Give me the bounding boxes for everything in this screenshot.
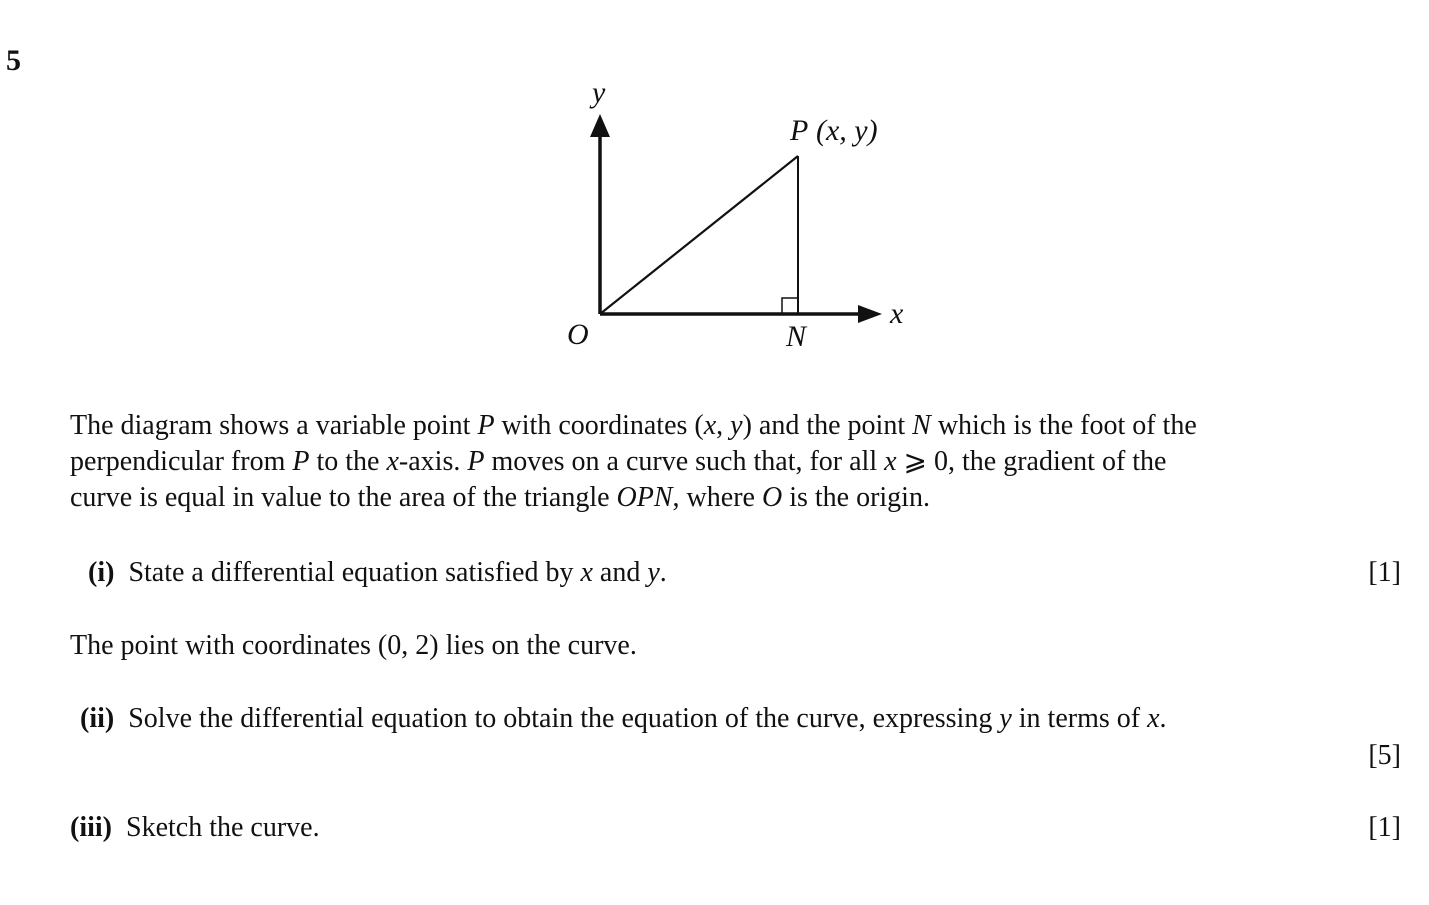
given-statement: The point with coordinates (0, 2) lies on the curve.: [70, 630, 637, 661]
part-i-text: and: [592, 557, 648, 588]
y-axis-label: y: [592, 76, 606, 109]
intro-text: which is the foot of the: [930, 410, 1197, 441]
line-OP: [600, 156, 798, 314]
part-ii-var: y: [999, 703, 1012, 734]
part-ii-var: x: [1147, 703, 1160, 734]
intro-var: N: [912, 410, 931, 441]
part-i-label: (i): [88, 557, 115, 588]
question-number: 5: [6, 44, 21, 77]
intro-var: P: [292, 446, 310, 477]
part-ii: [80, 701, 1167, 737]
part-ii-text: .: [1159, 703, 1167, 734]
x-axis-label: x: [890, 297, 904, 330]
intro-text: The diagram shows a variable point: [70, 410, 478, 441]
intro-text: moves on a curve such that, for all: [484, 446, 885, 477]
part-iii-text: Sketch the curve.: [126, 812, 320, 843]
part-ii-label: (ii): [80, 703, 115, 734]
part-i: [88, 555, 667, 591]
triangle-diagram: [0, 0, 1429, 400]
intro-var: OPN: [616, 482, 673, 513]
intro-text: -axis.: [398, 446, 468, 477]
foot-label-N: N: [786, 320, 807, 353]
intro-var: P: [467, 446, 485, 477]
part-i-var: x: [580, 557, 593, 588]
intro-var: x: [884, 446, 897, 477]
intro-text: ,: [716, 410, 731, 441]
intro-text: curve is equal in value to the area of the triangle: [70, 482, 617, 513]
intro-var: x: [703, 410, 717, 441]
intro-paragraph: [70, 408, 1402, 516]
part-ii-marks: [5]: [1368, 740, 1401, 771]
part-iii-label: (iii): [70, 812, 112, 843]
part-i-var: y: [647, 557, 660, 588]
intro-text: to the: [309, 446, 387, 477]
intro-text: ⩾ 0, the gradient of the: [896, 446, 1167, 477]
intro-var: x: [386, 446, 399, 477]
part-ii-text: Solve the differential equation to obtain the equation of the curve, expressing: [128, 703, 1000, 734]
intro-text: is the origin.: [782, 482, 930, 513]
intro-text: with coordinates (: [494, 410, 704, 441]
part-i-text: State a differential equation satisfied by: [128, 557, 581, 588]
part-iii-marks: [1]: [1368, 812, 1401, 843]
part-iii: [70, 810, 320, 846]
intro-text: ) and the point: [742, 410, 913, 441]
point-label-P: P: [790, 114, 809, 147]
intro-text: , where: [672, 482, 762, 513]
part-i-marks: [1]: [1368, 557, 1401, 588]
y-axis-arrowhead: [590, 114, 610, 137]
right-angle-marker: [782, 298, 798, 314]
intro-text: perpendicular from: [70, 446, 293, 477]
intro-var: P: [477, 410, 495, 441]
point-P-coordinates: (x, y): [816, 114, 878, 147]
intro-var: O: [761, 482, 783, 513]
part-ii-text: in terms of: [1011, 703, 1148, 734]
x-axis-arrowhead: [858, 305, 882, 323]
origin-label: O: [567, 318, 589, 351]
intro-var: y: [730, 410, 743, 441]
part-i-text: .: [659, 557, 667, 588]
